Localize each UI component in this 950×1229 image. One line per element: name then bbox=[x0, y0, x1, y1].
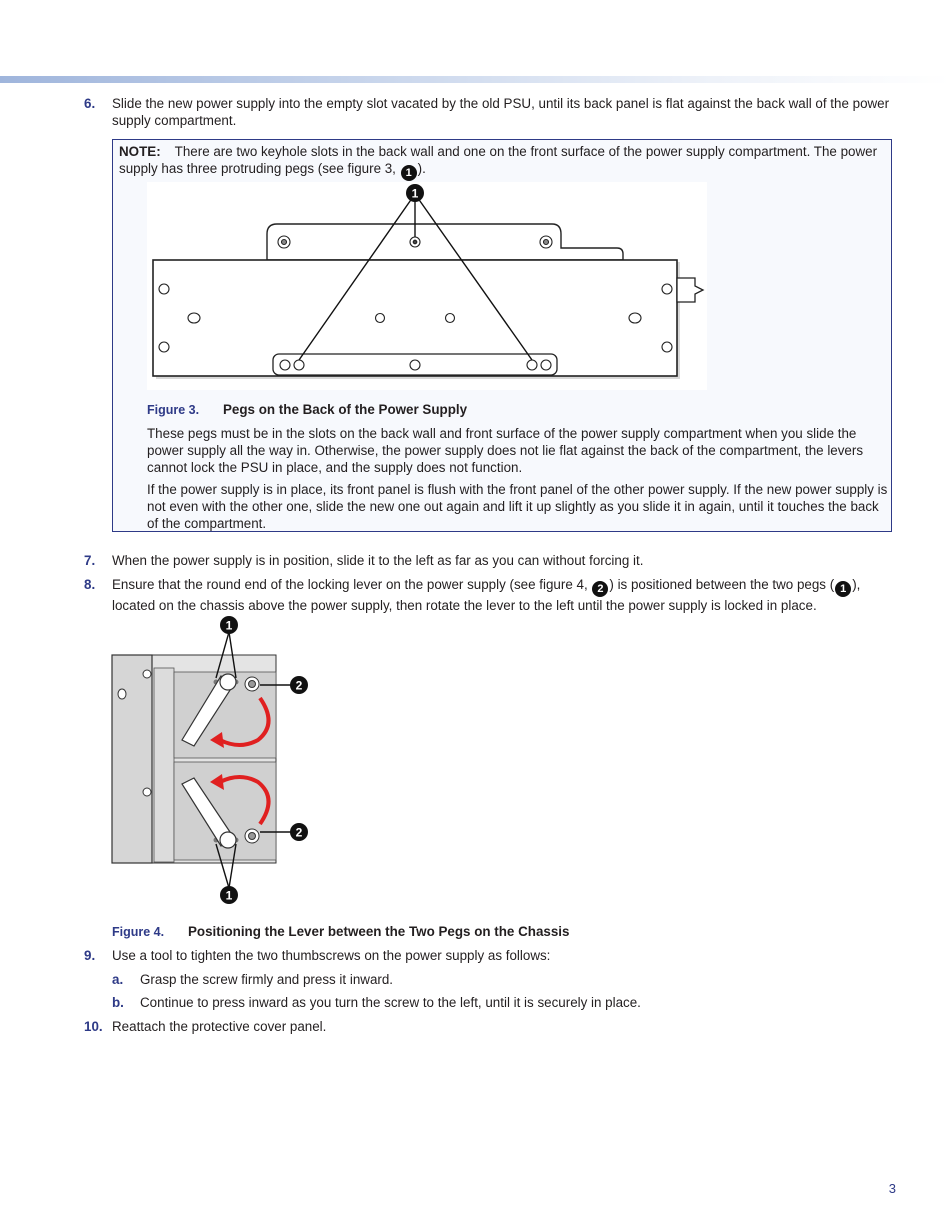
right-connector bbox=[677, 278, 703, 302]
figure-number: Figure 4. bbox=[112, 925, 165, 939]
header-gradient-bar bbox=[0, 76, 950, 83]
chassis-side bbox=[112, 655, 152, 863]
figure-3-illustration bbox=[147, 182, 707, 390]
hole bbox=[446, 314, 455, 323]
figure-title: Positioning the Lever between the Two Pegs on the Chassis bbox=[188, 924, 570, 939]
step-10 bbox=[84, 1018, 904, 1035]
step-9b bbox=[112, 994, 892, 1011]
oval-hole bbox=[629, 313, 641, 323]
step-text: When the power supply is in position, slide it to the left as far as you can without forcing it. bbox=[112, 553, 644, 568]
thumbscrew-center bbox=[249, 681, 256, 688]
lever-positioning-drawing bbox=[110, 612, 320, 907]
oval-hole bbox=[188, 313, 200, 323]
peg-icon bbox=[527, 360, 537, 370]
screw-icon bbox=[662, 284, 672, 294]
page-number: 3 bbox=[888, 1181, 896, 1196]
callout-2-icon: 2 bbox=[592, 581, 608, 597]
figure-title: Pegs on the Back of the Power Supply bbox=[223, 402, 468, 417]
screw-icon bbox=[159, 284, 169, 294]
note-text-part2: ). bbox=[417, 161, 426, 176]
step-9a bbox=[112, 971, 892, 988]
step-number: 8. bbox=[84, 577, 96, 592]
callout-number: 2 bbox=[295, 825, 303, 840]
callout-1-icon: 1 bbox=[401, 165, 417, 181]
note-text-part1: There are two keyhole slots in the back wall and one on the front surface of the power supply compartment. The power supply has three protruding pegs (see figure 3, bbox=[119, 144, 878, 176]
figure-number: Figure 3. bbox=[147, 403, 200, 417]
note-paragraph-1: These pegs must be in the slots on the back wall and front surface of the power supply compartment when you slide the power supply all the way in. Otherwise, the power supply does not lie flat against the back of the compartment, the levers cannot lock the PSU in place, and the supply does not function. bbox=[147, 426, 864, 475]
screw-icon bbox=[662, 342, 672, 352]
screw-center bbox=[282, 240, 287, 245]
substep-letter: a. bbox=[112, 972, 124, 987]
oval-hole bbox=[118, 689, 126, 699]
step-6 bbox=[84, 95, 904, 129]
callout-number: 1 bbox=[225, 888, 233, 903]
peg-icon bbox=[541, 360, 551, 370]
step-text-part: ), located on the chassis above the power supply, then rotate the lever to the left until the power supply is locked in place. bbox=[112, 577, 861, 613]
hole bbox=[376, 314, 385, 323]
step-text: Slide the new power supply into the empty slot vacated by the old PSU, until its back panel is flat against the back wall of the power supply compartment. bbox=[112, 96, 890, 128]
peg-icon bbox=[294, 360, 304, 370]
peg-center bbox=[413, 240, 417, 244]
screw-icon bbox=[143, 670, 151, 678]
step-text: Use a tool to tighten the two thumbscrews on the power supply as follows: bbox=[112, 948, 551, 963]
note-box bbox=[112, 139, 892, 532]
step-9 bbox=[84, 947, 904, 964]
callout-number: 2 bbox=[295, 678, 303, 693]
step-8 bbox=[84, 576, 904, 614]
substep-text: Continue to press inward as you turn the screw to the left, until it is securely in place. bbox=[140, 995, 641, 1010]
screw-icon bbox=[159, 342, 169, 352]
substep-text: Grasp the screw firmly and press it inward. bbox=[140, 972, 394, 987]
screw-icon bbox=[143, 788, 151, 796]
step-text-part: ) is positioned between the two pegs ( bbox=[609, 577, 835, 592]
screw-center bbox=[544, 240, 549, 245]
thumbscrew-center bbox=[249, 833, 256, 840]
figure-4-illustration bbox=[110, 612, 320, 907]
lever-round-end bbox=[220, 674, 236, 690]
note-paragraph-2: If the power supply is in place, its front panel is flush with the front panel of the other power supply. If the new power supply is not even with the other one, slide the new one out again and lift it up slightly as you slide it in again, until it touches the back of the compartment. bbox=[147, 482, 888, 531]
step-text-part: Ensure that the round end of the locking lever on the power supply (see figure 4, bbox=[112, 577, 592, 592]
peg-icon bbox=[410, 360, 420, 370]
lever-round-end bbox=[220, 832, 236, 848]
power-supply-back-drawing bbox=[147, 182, 707, 390]
peg-icon bbox=[280, 360, 290, 370]
top-tab bbox=[267, 224, 623, 260]
note-text bbox=[119, 143, 883, 181]
step-number: 9. bbox=[84, 948, 96, 963]
step-number: 6. bbox=[84, 96, 96, 111]
note-label: NOTE: bbox=[119, 144, 161, 159]
substep-letter: b. bbox=[112, 995, 124, 1010]
callout-1-icon: 1 bbox=[835, 581, 851, 597]
figure-3-caption bbox=[147, 401, 467, 419]
callout-number: 1 bbox=[225, 618, 233, 633]
figure-4-caption bbox=[112, 923, 569, 941]
step-text bbox=[112, 576, 904, 614]
step-number: 10. bbox=[84, 1019, 103, 1034]
step-7 bbox=[84, 552, 904, 569]
callout-number: 1 bbox=[411, 186, 419, 201]
step-text: Reattach the protective cover panel. bbox=[112, 1019, 327, 1034]
step-number: 7. bbox=[84, 553, 96, 568]
rail bbox=[154, 668, 174, 862]
